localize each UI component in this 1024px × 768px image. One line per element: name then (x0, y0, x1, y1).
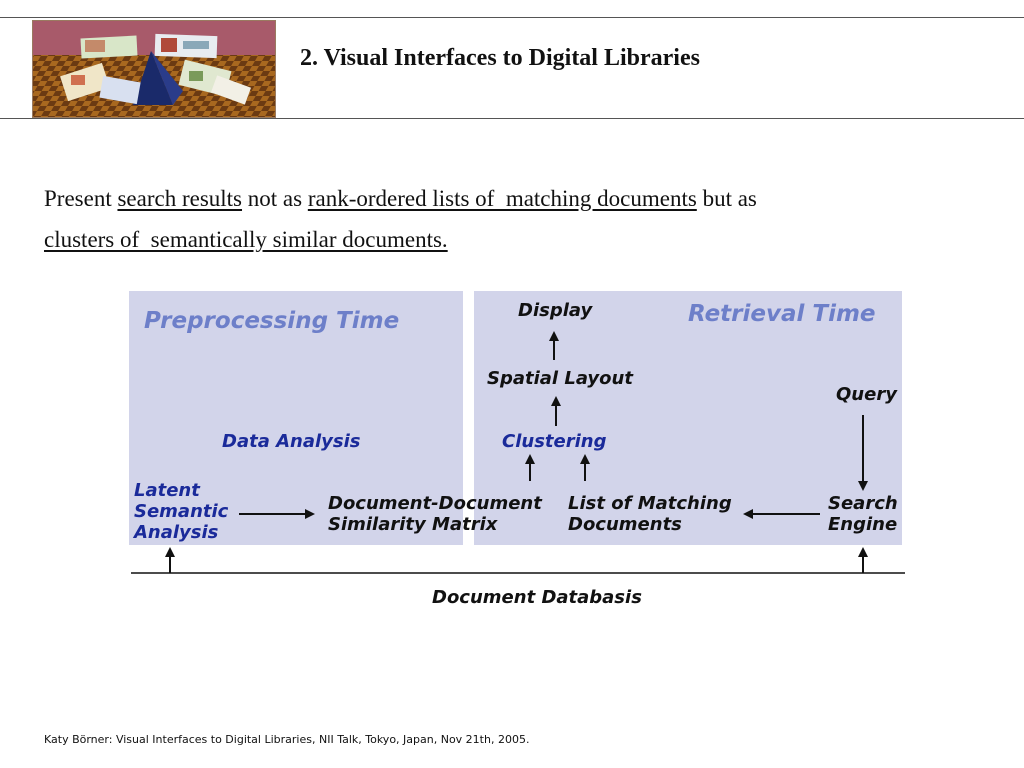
document-database-label: Document Databasis (432, 587, 642, 608)
doc-doc-label-line-2: Similarity Matrix (328, 514, 498, 535)
intro-link-search-results: search results (117, 186, 243, 211)
clustering-label: Clustering (502, 431, 607, 452)
query-label: Query (836, 384, 897, 405)
data-analysis-label: Data Analysis (222, 431, 361, 452)
list-matching-label-line-1: List of Matching (568, 493, 732, 514)
search-engine-label-line-1: Search (828, 493, 898, 514)
preprocessing-time-title: Preprocessing Time (144, 308, 400, 334)
intro-word-but-as: but as (702, 186, 757, 211)
display-label: Display (518, 300, 593, 321)
retrieval-time-title: Retrieval Time (688, 301, 876, 327)
slide-title: 2. Visual Interfaces to Digital Libraries (300, 45, 700, 71)
footer-citation: Katy Börner: Visual Interfaces to Digital Libraries, NII Talk, Tokyo, Japan, Nov 21th, 2005. (44, 733, 530, 746)
intro-link-rank-ordered: rank-ordered lists of matching documents (307, 186, 697, 211)
spatial-layout-label: Spatial Layout (487, 368, 633, 389)
search-engine-label-line-2: Engine (828, 514, 898, 535)
list-matching-label-line-2: Documents (568, 514, 682, 535)
intro-word-not-as: not as (247, 186, 303, 211)
intro-word-present: Present (44, 186, 112, 211)
lsa-label-line-2: Semantic (134, 501, 229, 522)
intro-link-clusters: clusters of semantically similar documents. (44, 227, 448, 252)
lsa-label-line-1: Latent (134, 480, 200, 501)
doc-doc-label-line-1: Document-Document (328, 493, 542, 514)
lsa-label-line-3: Analysis (134, 522, 219, 543)
